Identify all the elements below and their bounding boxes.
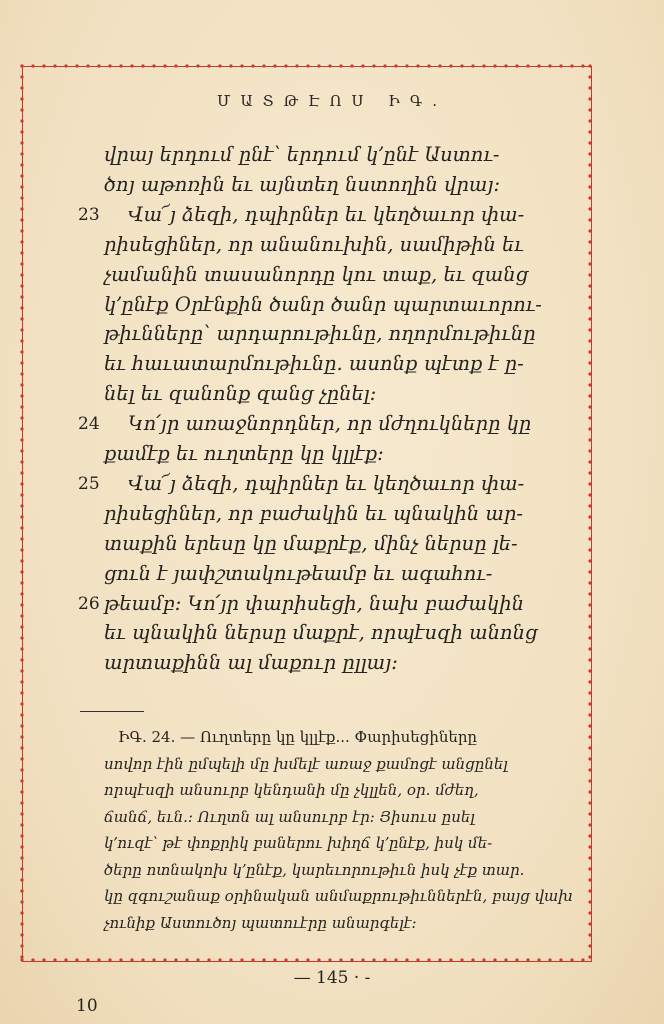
ornament-dot: [97, 64, 100, 67]
footnote-text: ծերը ոտնակոխ կ՚ընէք, կարեւորութիւն իսկ չէք տար.: [104, 860, 525, 879]
ornament-dot: [328, 64, 331, 67]
signature-mark: 10: [76, 996, 98, 1016]
ornament-dot: [471, 958, 474, 961]
ornament-dot: [372, 64, 375, 67]
verse-line: [0, 616, 664, 650]
footnote-text: ճանճ, եւն.։ Ուղտն ալ անսուրբ էր։ Յիսուս ըսել: [104, 807, 475, 826]
ornament-dot: [537, 64, 540, 67]
ornament-dot: [405, 64, 408, 67]
verse-line: [0, 317, 664, 351]
ornament-dot: [42, 958, 45, 961]
ornament-dot: [548, 64, 551, 67]
verse-text: Վա՜յ ձեզի, դպիրներ եւ կեղծաւոր փա-: [128, 471, 525, 495]
ornament-dot: [20, 713, 23, 716]
ornament-dot: [75, 64, 78, 67]
ornament-dot: [317, 958, 320, 961]
footnote-text: չունիք Աստուծոյ պատուէրը անարգելէ։: [104, 913, 417, 932]
ornament-dot: [471, 64, 474, 67]
verse-line: [0, 168, 664, 202]
ornament-dot: [295, 958, 298, 961]
verse-line: [0, 407, 664, 441]
running-head: ՄԱՏԹԷՈՍ ԻԳ.: [217, 92, 447, 110]
ornament-dot: [240, 958, 243, 961]
verse-text: Կո՛յր առաջնորդներ, որ մժղուկները կը: [128, 412, 532, 436]
ornament-dot: [20, 955, 23, 958]
ornament-dot: [504, 958, 507, 961]
ornament-dot: [588, 680, 591, 683]
verse-text: ցուն է յափշտակութեամբ եւ ագահու-: [104, 561, 493, 585]
ornament-dot: [526, 958, 529, 961]
ornament-dot: [185, 958, 188, 961]
ornament-dot: [20, 75, 23, 78]
ornament-dot: [588, 691, 591, 694]
ornament-dot: [295, 64, 298, 67]
ornament-dot: [86, 64, 89, 67]
ornament-dot: [20, 691, 23, 694]
ornament-dot: [361, 64, 364, 67]
ornament-dot: [328, 958, 331, 961]
ornament-dot: [141, 958, 144, 961]
verse-text: եւ պնակին ներսը մաքրէ, որպէսզի անոնց: [104, 621, 538, 645]
ornament-dot: [207, 958, 210, 961]
ornament-dot: [482, 958, 485, 961]
verse-text: թեամբ։ Կո՛յր փարիսեցի, նախ բաժակին: [104, 591, 525, 615]
verse-number: 26: [78, 593, 100, 614]
ornament-dot: [251, 64, 254, 67]
ornament-dot: [416, 958, 419, 961]
footnote-text: կ՚ուզէ՝ թէ փոքրիկ բաներու խիղճ կ՚ընէք, իսկ մե-: [104, 834, 493, 852]
ornament-dot: [438, 64, 441, 67]
ornament-dot: [174, 64, 177, 67]
ornament-dot: [394, 958, 397, 961]
ornament-dot: [383, 64, 386, 67]
verse-line: [0, 437, 664, 471]
ornament-dot: [588, 86, 591, 89]
ornament-dot: [570, 64, 573, 67]
verse-text: տաքին երեսը կը մաքրէք, մինչ ներսը լե-: [104, 531, 518, 555]
ornament-dot: [306, 958, 309, 961]
ornament-dot: [240, 64, 243, 67]
footnote-rule: [80, 711, 144, 712]
ornament-dot: [515, 64, 518, 67]
ornament-dot: [559, 64, 562, 67]
ornament-dot: [284, 958, 287, 961]
verse-text: Վա՜յ ձեզի, դպիրներ եւ կեղծաւոր փա-: [128, 202, 525, 226]
ornament-dot: [229, 958, 232, 961]
ornament-dot: [284, 64, 287, 67]
ornament-dot: [20, 86, 23, 89]
ornament-dot: [218, 958, 221, 961]
ornament-dot: [152, 958, 155, 961]
ornament-dot: [438, 958, 441, 961]
ornament-dot: [196, 958, 199, 961]
ornament-dot: [53, 64, 56, 67]
footnote-line: [0, 777, 664, 804]
ornament-dot: [548, 958, 551, 961]
verse-line: [0, 138, 664, 172]
ornament-dot: [405, 958, 408, 961]
ornament-dot: [196, 64, 199, 67]
ornament-dot: [570, 958, 573, 961]
ornament-dot: [130, 958, 133, 961]
ornament-dot: [339, 64, 342, 67]
ornament-dot: [588, 64, 591, 67]
ornament-dot: [20, 130, 23, 133]
ornament-dot: [372, 958, 375, 961]
ornament-dot: [31, 64, 34, 67]
footnote-line: [0, 857, 664, 884]
ornament-dot: [449, 64, 452, 67]
verse-text: թիւնները՝ արդարութիւնը, ողորմութիւնը: [104, 322, 536, 346]
ornament-dot: [31, 958, 34, 961]
verse-line: [0, 527, 664, 561]
ornament-dot: [20, 958, 23, 961]
ornament-dot: [20, 944, 23, 947]
ornament-dot: [306, 64, 309, 67]
verse-line: [0, 646, 664, 680]
verse-line: [0, 347, 664, 381]
ornament-dot: [163, 64, 166, 67]
footnote-line: [0, 751, 664, 778]
footnote-line: [0, 910, 664, 937]
ornament-dot: [273, 958, 276, 961]
ornament-dot: [174, 958, 177, 961]
ornament-dot: [108, 958, 111, 961]
ornament-dot: [64, 958, 67, 961]
ornament-dot: [229, 64, 232, 67]
footnote-text: որպէսզի անսուրբ կենդանի մը չկլլեն, օր. մժեղ,: [104, 781, 479, 799]
ornament-dot: [42, 64, 45, 67]
ornament-dot: [262, 958, 265, 961]
verse-line: [0, 258, 664, 292]
ornament-dot: [394, 64, 397, 67]
ornament-dot: [427, 958, 430, 961]
verse-line: [0, 557, 664, 591]
ornament-dot: [20, 680, 23, 683]
ornament-dot: [493, 958, 496, 961]
ornament-dot: [588, 130, 591, 133]
ornament-dot: [163, 958, 166, 961]
verse-line: [0, 377, 664, 411]
ornament-dot: [207, 64, 210, 67]
ornament-dot: [559, 958, 562, 961]
verse-line: [0, 288, 664, 322]
ornament-dot: [416, 64, 419, 67]
verse-text: ծոյ աթոռին եւ այնտեղ նստողին վրայ։: [104, 172, 501, 196]
ornament-dot: [317, 64, 320, 67]
verse-number: 23: [78, 204, 100, 225]
ornament-dot: [361, 958, 364, 961]
ornament-dot: [588, 944, 591, 947]
ornament-dot: [339, 958, 342, 961]
verse-text: կ՚ընէք Օրէնքին ծանր ծանր պարտաւորու-: [104, 292, 542, 316]
ornament-dot: [449, 958, 452, 961]
verse-text: վրայ երդում ընէ՝ երդում կ՚ընէ Աստու-: [104, 143, 500, 166]
ornament-dot: [493, 64, 496, 67]
verse-text: արտաքինն ալ մաքուր ըլլայ։: [104, 651, 398, 675]
verse-text: չամանին տասանորդը կու տաք, եւ զանց: [104, 262, 529, 286]
ornament-dot: [515, 958, 518, 961]
ornament-dot: [460, 64, 463, 67]
page-number: — 145 · -: [293, 968, 371, 988]
footnote-text: սովոր էին ըմպելի մը խմելէ առաջ քամոցէ անցընել: [104, 754, 508, 773]
verse-line: [0, 198, 664, 232]
footnote-text: կը զգուշանաք օրինական անմաքրութիւններէն, բայց վախ: [104, 887, 573, 905]
verse-text: քամէք եւ ուղտերը կը կլլէք։: [104, 442, 384, 465]
ornament-dot: [20, 119, 23, 122]
ornament-dot: [588, 75, 591, 78]
verse-line: [0, 587, 664, 621]
ornament-dot: [482, 64, 485, 67]
verse-text: եւ հաւատարմութիւնը. ասոնք պէտք է ը-: [104, 352, 524, 376]
footnote-line: [0, 830, 664, 857]
ornament-dot: [119, 958, 122, 961]
ornament-dot: [504, 64, 507, 67]
ornament-dot: [581, 64, 584, 67]
verse-number: 24: [78, 414, 100, 435]
ornament-dot: [588, 119, 591, 122]
ornament-dot: [119, 64, 122, 67]
ornament-dot: [537, 958, 540, 961]
ornament-dot: [251, 958, 254, 961]
footnote-line: [0, 804, 664, 831]
footnote-line: [0, 883, 664, 910]
ornament-dot: [20, 702, 23, 705]
verse-text: րիսեցիներ, որ անանուխին, սամիթին եւ: [104, 232, 524, 256]
ornament-dot: [588, 955, 591, 958]
ornament-dot: [350, 958, 353, 961]
ornament-dot: [141, 64, 144, 67]
ornament-dot: [526, 64, 529, 67]
ornament-dot: [350, 64, 353, 67]
ornament-dot: [427, 64, 430, 67]
ornament-dot: [64, 64, 67, 67]
ornament-dot: [262, 64, 265, 67]
ornament-dot: [185, 64, 188, 67]
ornament-dot: [588, 713, 591, 716]
ornament-dot: [97, 958, 100, 961]
ornament-dot: [20, 64, 23, 67]
verse-line: [0, 228, 664, 262]
ornament-dot: [383, 958, 386, 961]
ornament-dot: [152, 64, 155, 67]
ornament-dot: [460, 958, 463, 961]
ornament-dot: [53, 958, 56, 961]
verse-text: նել եւ զանոնք զանց չընել։: [104, 382, 377, 406]
ornament-dot: [218, 64, 221, 67]
ornament-dot: [588, 702, 591, 705]
ornament-dot: [86, 958, 89, 961]
ornament-dot: [108, 64, 111, 67]
ornament-dot: [273, 64, 276, 67]
footnote-text: ԻԳ. 24. — Ուղտերը կը կլլէք... Փարիսեցիները: [118, 728, 478, 746]
footnote-line: [0, 724, 664, 751]
ornament-dot: [130, 64, 133, 67]
verse-text: րիսեցիներ, որ բաժակին եւ պնակին ար-: [104, 501, 523, 525]
ornament-dot: [581, 958, 584, 961]
verse-line: [0, 497, 664, 531]
verse-number: 25: [78, 473, 100, 494]
verse-line: [0, 467, 664, 501]
ornament-dot: [75, 958, 78, 961]
